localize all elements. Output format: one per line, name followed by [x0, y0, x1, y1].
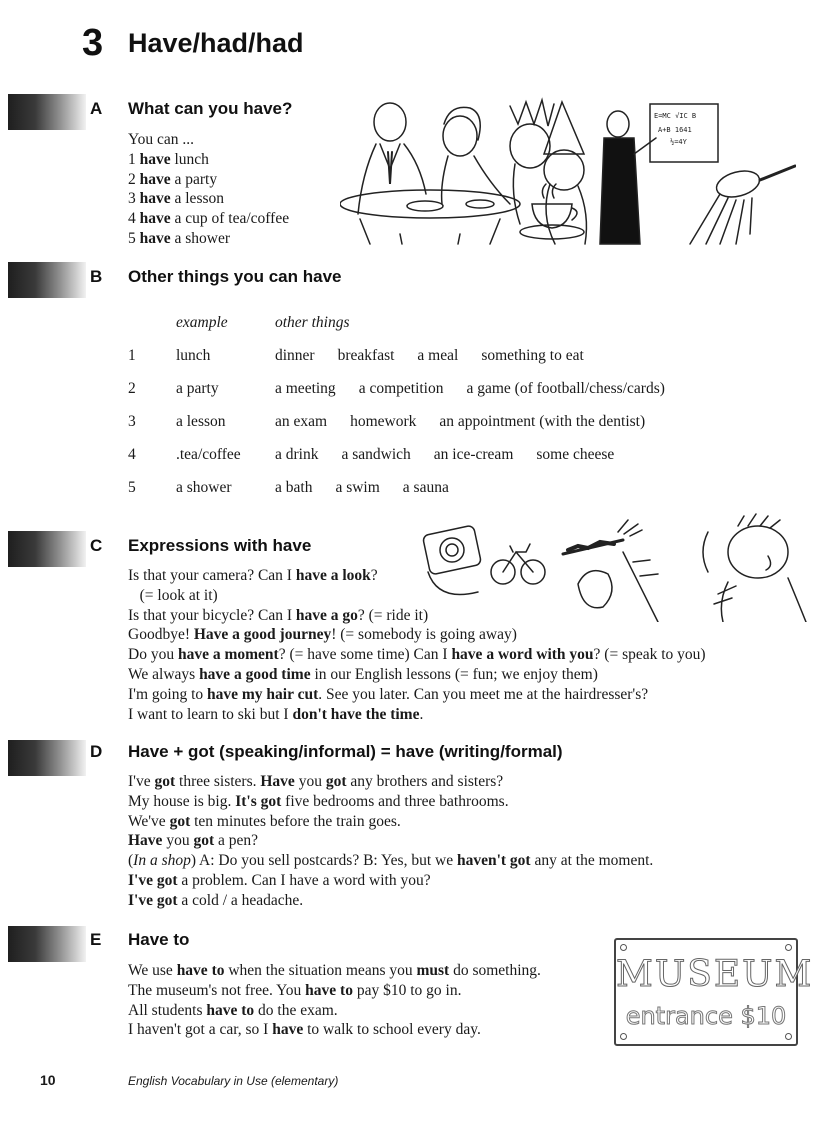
book-title: English Vocabulary in Use (elementary) — [128, 1074, 339, 1088]
text-run: . See you later. Can you meet me at the hairdresser's? — [318, 685, 649, 703]
text-run: a shower — [170, 229, 231, 247]
example-sentence — [128, 792, 653, 812]
table-row — [128, 339, 688, 372]
example-sentence — [128, 665, 706, 685]
section-e-letter: E — [90, 930, 102, 949]
bold-phrase: must — [416, 962, 450, 979]
table-header-row — [128, 306, 688, 339]
example-sentence — [128, 625, 706, 645]
woman-head — [443, 116, 477, 156]
other-things-cell — [275, 372, 688, 405]
row-number: 3 — [128, 412, 136, 430]
bold-phrase: have my hair cut — [207, 685, 319, 703]
other-things-cell — [275, 438, 688, 471]
text-run: lunch — [170, 150, 209, 168]
text-run: a cold / a headache. — [177, 891, 304, 909]
text-run: a cup of tea/coffee — [170, 210, 290, 228]
text-run: I haven't got a car, so I — [128, 1021, 273, 1039]
museum-sign — [614, 938, 814, 1046]
list-number: 5 — [128, 229, 140, 247]
list-item — [128, 229, 289, 249]
example-sentence — [128, 1020, 541, 1040]
column-other-header: other things — [275, 313, 350, 331]
example-cell: lunch — [176, 346, 211, 364]
table-row — [128, 471, 688, 504]
example-sentence — [128, 981, 541, 1001]
section-d-tab — [8, 740, 86, 776]
other-thing: some cheese — [536, 445, 615, 463]
text-run: ten minutes before the train goes. — [190, 812, 401, 830]
section-c-heading: Expressions with have — [128, 536, 312, 555]
table-row — [128, 405, 688, 438]
text-run: I'm going to — [128, 685, 207, 703]
row-number: 2 — [128, 379, 136, 397]
text-run: do the exam. — [254, 1001, 338, 1019]
text-run: (= look at it) — [128, 586, 218, 604]
screw-icon — [620, 944, 627, 951]
text-run: any brothers and sisters? — [346, 773, 504, 790]
unit-number: 3 — [82, 22, 104, 64]
list-item — [128, 189, 289, 209]
other-thing: a sandwich — [341, 445, 411, 463]
bold-phrase: I've got — [128, 871, 178, 889]
other-thing: an exam — [275, 412, 328, 430]
row-number: 5 — [128, 478, 136, 496]
page-number: 10 — [40, 1072, 56, 1088]
text-run: We always — [128, 665, 200, 683]
other-thing: breakfast — [337, 346, 395, 364]
example-sentence — [128, 871, 653, 891]
bold-phrase: have a look — [295, 567, 371, 584]
table-row — [128, 438, 688, 471]
other-thing: a meeting — [275, 379, 336, 397]
text-run: ? (= ride it) — [357, 606, 429, 624]
bold-phrase: have — [139, 190, 171, 208]
text-run: We've — [128, 812, 170, 830]
example-sentence — [128, 851, 653, 871]
camera — [422, 525, 481, 575]
text-run: a problem. Can I have a word with you? — [177, 871, 431, 889]
list-item — [128, 209, 289, 229]
bold-phrase: have — [139, 229, 171, 247]
text-run: when the situation means you — [224, 962, 417, 979]
text-run: pay $10 to go in. — [352, 981, 462, 999]
example-cell: a shower — [176, 478, 232, 496]
bold-phrase: Have a good journey — [193, 626, 332, 644]
shower-head — [714, 167, 763, 202]
section-a-intro: You can ... — [128, 131, 195, 148]
text-run: three sisters. — [175, 773, 261, 790]
text-run: In a shop — [133, 852, 191, 870]
other-thing: a meal — [417, 346, 459, 364]
section-a-list — [128, 130, 289, 249]
section-e-text — [128, 961, 541, 1040]
text-run: ( — [128, 852, 134, 870]
section-c-tab — [8, 531, 86, 567]
text-run: do something. — [449, 962, 541, 979]
crown — [510, 100, 554, 126]
example-sentence — [128, 891, 653, 911]
section-a-heading: What can you have? — [128, 99, 293, 118]
other-thing: dinner — [275, 346, 315, 364]
bold-phrase: have — [139, 210, 171, 228]
text-run: Is that your bicycle? Can I — [128, 606, 296, 624]
example-cell: a party — [176, 379, 219, 397]
bold-phrase: have — [139, 170, 171, 188]
text-run: a pen? — [214, 832, 258, 850]
bold-phrase: to — [340, 981, 353, 999]
table-row — [128, 372, 688, 405]
bold-phrase: don't have the time — [292, 705, 420, 723]
text-run: I want to learn to ski but I — [128, 705, 293, 723]
section-d-text — [128, 772, 653, 911]
bold-phrase: have — [272, 1021, 304, 1039]
column-example-header: example — [176, 313, 228, 331]
text-run: All students — [128, 1001, 207, 1019]
bold-phrase: got — [193, 832, 215, 850]
section-a-letter: A — [90, 99, 103, 118]
text-run: ? — [370, 567, 378, 584]
bold-phrase: have a good time — [199, 665, 311, 683]
text-run: . — [419, 705, 424, 723]
example-sentence — [128, 685, 706, 705]
text-run: in our English lessons (= fun; we enjoy them) — [310, 665, 598, 683]
example-sentence — [128, 961, 541, 981]
row-number: 4 — [128, 445, 136, 463]
screw-icon — [620, 1033, 627, 1040]
list-item — [128, 170, 289, 190]
text-run: five bedrooms and three bathrooms. — [281, 792, 509, 810]
section-e-heading: Have to — [128, 930, 190, 949]
bold-phrase: have a word with you — [451, 646, 594, 664]
other-thing: an ice-cream — [433, 445, 514, 463]
other-thing: an appointment (with the dentist) — [439, 412, 646, 430]
example-sentence — [128, 645, 706, 665]
example-cell: .tea/coffee — [176, 445, 241, 463]
bold-phrase: got — [325, 773, 347, 790]
bold-phrase: It's got — [235, 792, 282, 810]
section-b-letter: B — [90, 267, 103, 286]
sign-price: entrance $10 — [625, 1002, 787, 1030]
man-head — [374, 103, 406, 141]
section-b-table — [128, 306, 688, 504]
bold-phrase: haven't got — [456, 852, 531, 870]
text-run: ? (= have some time) Can I — [278, 646, 452, 664]
other-thing: a bath — [275, 478, 313, 496]
text-run: I've — [128, 773, 155, 790]
text-run: to walk to school every day. — [303, 1021, 481, 1039]
bold-phrase: I've got — [128, 891, 178, 909]
example-sentence — [128, 1001, 541, 1021]
sign-title: MUSEUM — [616, 954, 814, 995]
text-run: ? (= speak to you) — [593, 646, 706, 664]
bold-phrase: have a go — [295, 606, 358, 624]
section-a-illustration — [340, 94, 796, 246]
text-run: Do you — [128, 646, 178, 664]
other-things-cell — [275, 471, 688, 504]
text-run: any at the moment. — [530, 852, 654, 870]
other-thing: homework — [350, 412, 417, 430]
text-run: you — [294, 773, 326, 790]
text-run: The museum's not free. You — [128, 981, 306, 999]
bold-phrase: have — [139, 150, 171, 168]
other-thing: a swim — [335, 478, 380, 496]
list-number: 4 — [128, 210, 140, 228]
screw-icon — [785, 944, 792, 951]
other-things-cell — [275, 339, 688, 372]
haircut-head — [728, 526, 788, 578]
example-cell: a lesson — [176, 412, 226, 430]
section-d-letter: D — [90, 742, 103, 761]
svg-text:A+B 1641: A+B 1641 — [658, 126, 692, 134]
list-item — [128, 150, 289, 170]
text-run: ! (= somebody is going away) — [331, 626, 517, 644]
list-number: 3 — [128, 190, 140, 208]
list-number: 2 — [128, 170, 140, 188]
section-a-tab — [8, 94, 86, 130]
section-c-letter: C — [90, 536, 103, 555]
example-sentence — [128, 772, 653, 792]
example-sentence — [128, 705, 706, 725]
section-c-illustration — [418, 512, 808, 622]
bold-phrase: have — [305, 981, 337, 999]
bold-phrase: have a moment — [177, 646, 279, 664]
other-thing: a competition — [358, 379, 444, 397]
other-things-cell — [275, 405, 688, 438]
text-run: Goodbye! — [128, 626, 194, 644]
other-thing: a game (of football/chess/cards) — [466, 379, 665, 397]
text-run: a party — [170, 170, 218, 188]
bold-phrase: got — [154, 773, 176, 790]
unit-title: Have/had/had — [128, 28, 304, 58]
text-run: a lesson — [170, 190, 225, 208]
text-run: My house is big. — [128, 792, 236, 810]
section-e-tab — [8, 926, 86, 962]
other-thing: a sauna — [402, 478, 449, 496]
bold-phrase: Have — [260, 773, 295, 790]
text-run: ) A: Do you sell postcards? B: Yes, but we — [190, 852, 457, 870]
other-thing: something to eat — [481, 346, 584, 364]
table — [340, 190, 520, 218]
bold-phrase: got — [169, 812, 191, 830]
text-run: Is that your camera? Can I — [128, 567, 296, 584]
list-number: 1 — [128, 150, 140, 168]
svg-text:½=4Y: ½=4Y — [670, 138, 687, 146]
section-b-heading: Other things you can have — [128, 267, 342, 286]
example-sentence — [128, 831, 653, 851]
text-run: We use — [128, 962, 177, 979]
screw-icon — [785, 1033, 792, 1040]
svg-text:E=MC √IC B: E=MC √IC B — [654, 112, 697, 120]
bold-phrase: Have — [128, 832, 163, 850]
bold-phrase: have to — [176, 962, 225, 979]
section-d-heading: Have + got (speaking/informal) = have (writing/formal) — [128, 742, 563, 761]
section-b-tab — [8, 262, 86, 298]
bold-phrase: have to — [206, 1001, 255, 1019]
text-run: you — [162, 832, 194, 850]
row-number: 1 — [128, 346, 136, 364]
other-thing: a drink — [275, 445, 319, 463]
example-sentence — [128, 812, 653, 832]
